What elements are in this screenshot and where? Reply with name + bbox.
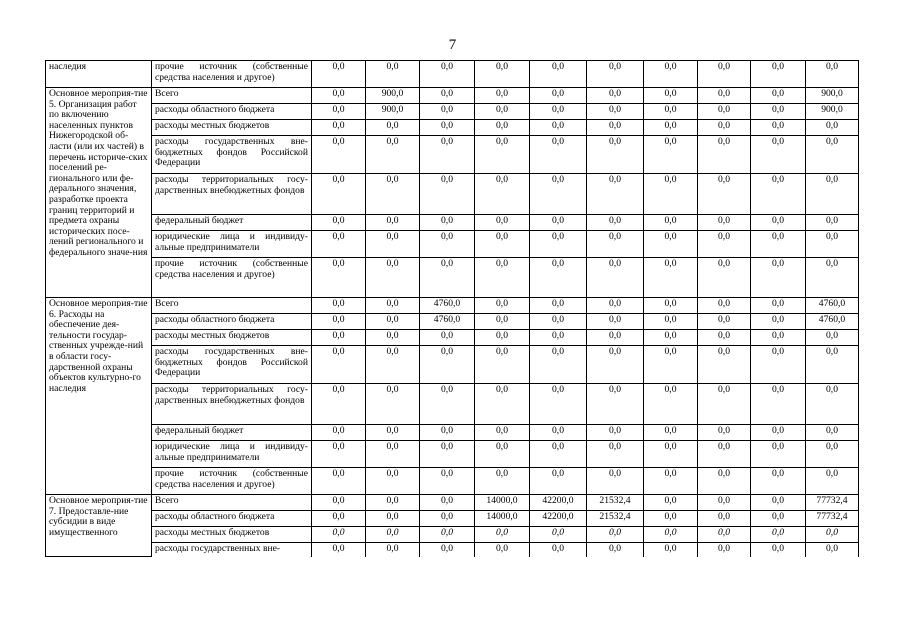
value-cell: 0,0	[587, 330, 644, 346]
value-cell: 0,0	[806, 231, 859, 258]
table-row	[46, 384, 859, 425]
page-number: 7	[448, 37, 457, 53]
value-cell: 0,0	[475, 330, 530, 346]
value-cell: 4760,0	[806, 298, 859, 314]
value-cell: 0,0	[475, 61, 530, 88]
value-cell: 0,0	[644, 441, 698, 468]
value-cell: 0,0	[530, 384, 587, 425]
value-cell: 0,0	[806, 441, 859, 468]
value-cell: 0,0	[751, 120, 806, 136]
value-cell: 0,0	[751, 174, 806, 215]
value-cell: 0,0	[530, 527, 587, 543]
value-cell: 0,0	[587, 441, 644, 468]
value-cell: 0,0	[420, 231, 475, 258]
value-cell: 0,0	[530, 61, 587, 88]
value-cell: 0,0	[366, 61, 420, 88]
value-cell: 0,0	[475, 88, 530, 104]
funding-source-cell: прочие источник (собственные средства населения и другое)	[152, 61, 312, 88]
measure-name-cell: наследия	[46, 61, 152, 88]
value-cell: 0,0	[420, 120, 475, 136]
value-cell: 900,0	[366, 104, 420, 120]
value-cell: 0,0	[698, 258, 751, 298]
value-cell: 0,0	[530, 425, 587, 441]
table-row	[46, 174, 859, 215]
value-cell: 0,0	[366, 136, 420, 174]
value-cell: 0,0	[644, 88, 698, 104]
value-cell: 0,0	[698, 136, 751, 174]
value-cell: 0,0	[587, 215, 644, 231]
value-cell: 0,0	[312, 425, 366, 441]
value-cell: 0,0	[420, 330, 475, 346]
value-cell: 0,0	[530, 258, 587, 298]
value-cell: 0,0	[751, 527, 806, 543]
value-cell: 0,0	[644, 384, 698, 425]
table-row	[46, 441, 859, 468]
table-row	[46, 120, 859, 136]
value-cell: 0,0	[475, 543, 530, 557]
value-cell: 0,0	[644, 314, 698, 330]
value-cell: 0,0	[587, 314, 644, 330]
value-cell: 0,0	[312, 215, 366, 231]
value-cell: 0,0	[420, 61, 475, 88]
value-cell: 0,0	[644, 468, 698, 495]
value-cell: 0,0	[587, 425, 644, 441]
value-cell: 0,0	[366, 384, 420, 425]
value-cell: 0,0	[366, 314, 420, 330]
value-cell: 0,0	[530, 441, 587, 468]
value-cell: 0,0	[644, 511, 698, 527]
value-cell: 0,0	[751, 258, 806, 298]
table-row	[46, 298, 859, 314]
value-cell: 0,0	[312, 346, 366, 384]
value-cell: 0,0	[366, 511, 420, 527]
table-row	[46, 425, 859, 441]
table-row	[46, 543, 859, 557]
value-cell: 0,0	[698, 543, 751, 557]
funding-source-cell: расходы государственных вне-бюджетных фондов Российской Федерации	[152, 136, 312, 174]
value-cell: 900,0	[366, 88, 420, 104]
table-row	[46, 495, 859, 511]
value-cell: 14000,0	[475, 511, 530, 527]
value-cell: 0,0	[644, 258, 698, 298]
table-row	[46, 511, 859, 527]
value-cell: 0,0	[366, 425, 420, 441]
value-cell: 0,0	[312, 104, 366, 120]
value-cell: 0,0	[475, 174, 530, 215]
value-cell: 0,0	[530, 346, 587, 384]
value-cell: 0,0	[420, 543, 475, 557]
value-cell: 0,0	[644, 61, 698, 88]
value-cell: 0,0	[475, 104, 530, 120]
value-cell: 0,0	[420, 441, 475, 468]
value-cell: 0,0	[644, 215, 698, 231]
funding-table	[45, 60, 859, 557]
value-cell: 0,0	[587, 136, 644, 174]
funding-source-cell: прочие источник (собственные средства населения и другое)	[152, 258, 312, 298]
value-cell: 0,0	[751, 61, 806, 88]
funding-source-cell: расходы областного бюджета	[152, 104, 312, 120]
value-cell: 0,0	[312, 61, 366, 88]
value-cell: 0,0	[698, 346, 751, 384]
value-cell: 0,0	[366, 231, 420, 258]
value-cell: 0,0	[698, 384, 751, 425]
value-cell: 0,0	[644, 174, 698, 215]
value-cell: 0,0	[751, 543, 806, 557]
value-cell: 0,0	[312, 298, 366, 314]
value-cell: 0,0	[644, 231, 698, 258]
value-cell: 0,0	[420, 384, 475, 425]
value-cell: 0,0	[312, 441, 366, 468]
value-cell: 0,0	[312, 174, 366, 215]
value-cell: 0,0	[587, 258, 644, 298]
value-cell: 0,0	[312, 330, 366, 346]
funding-source-cell: расходы местных бюджетов	[152, 527, 312, 543]
value-cell: 0,0	[751, 425, 806, 441]
measure-name-cell: Основное мероприя-тие 5. Организация работ по включению населенных пунктов Нижегородской об-ласти (или их частей) в перечень историче-ских поселений ре-гионального или фе-дерального значения, разработке проекта границ территорий и предмета охраны исторических посе-лений регионального и федерального значе-ния	[46, 88, 152, 298]
value-cell: 0,0	[751, 441, 806, 468]
value-cell: 0,0	[420, 346, 475, 384]
value-cell: 21532,4	[587, 511, 644, 527]
funding-source-cell: расходы областного бюджета	[152, 314, 312, 330]
measure-name-cell: Основное мероприя-тие 6. Расходы на обеспечение дея-тельности государ-ственных учрежде-ний в области госу-дарственной охраны объектов культурно-го наследия	[46, 298, 152, 495]
funding-source-cell: расходы местных бюджетов	[152, 330, 312, 346]
value-cell: 0,0	[366, 330, 420, 346]
value-cell: 0,0	[312, 231, 366, 258]
value-cell: 0,0	[366, 120, 420, 136]
value-cell: 0,0	[698, 215, 751, 231]
table-row	[46, 527, 859, 543]
value-cell: 0,0	[751, 88, 806, 104]
funding-source-cell: юридические лица и индивиду-альные предприниматели	[152, 441, 312, 468]
value-cell: 0,0	[312, 543, 366, 557]
table-row	[46, 61, 859, 88]
value-cell: 0,0	[644, 495, 698, 511]
value-cell: 0,0	[366, 441, 420, 468]
value-cell: 0,0	[751, 231, 806, 258]
value-cell: 0,0	[806, 543, 859, 557]
value-cell: 4760,0	[806, 314, 859, 330]
value-cell: 0,0	[312, 495, 366, 511]
value-cell: 0,0	[751, 346, 806, 384]
value-cell: 0,0	[698, 174, 751, 215]
value-cell: 0,0	[587, 104, 644, 120]
value-cell: 0,0	[312, 468, 366, 495]
value-cell: 0,0	[806, 468, 859, 495]
value-cell: 0,0	[420, 495, 475, 511]
value-cell: 0,0	[698, 441, 751, 468]
value-cell: 0,0	[587, 384, 644, 425]
value-cell: 0,0	[366, 543, 420, 557]
value-cell: 0,0	[475, 441, 530, 468]
value-cell: 0,0	[644, 298, 698, 314]
value-cell: 0,0	[698, 330, 751, 346]
value-cell: 0,0	[751, 330, 806, 346]
value-cell: 0,0	[698, 527, 751, 543]
value-cell: 0,0	[420, 136, 475, 174]
value-cell: 0,0	[644, 120, 698, 136]
value-cell: 0,0	[806, 120, 859, 136]
value-cell: 0,0	[530, 120, 587, 136]
value-cell: 0,0	[806, 136, 859, 174]
value-cell: 0,0	[420, 88, 475, 104]
funding-source-cell: Всего	[152, 88, 312, 104]
value-cell: 0,0	[420, 174, 475, 215]
value-cell: 0,0	[644, 136, 698, 174]
value-cell: 77732,4	[806, 511, 859, 527]
value-cell: 0,0	[312, 258, 366, 298]
measure-name-cell: Основное мероприя-тие 7. Предоставле-ние субсидии в виде имущественного	[46, 495, 152, 557]
value-cell: 0,0	[698, 104, 751, 120]
table-row	[46, 215, 859, 231]
value-cell: 0,0	[587, 527, 644, 543]
value-cell: 0,0	[420, 104, 475, 120]
value-cell: 42200,0	[530, 511, 587, 527]
value-cell: 0,0	[644, 543, 698, 557]
value-cell: 0,0	[806, 527, 859, 543]
value-cell: 0,0	[312, 527, 366, 543]
table-row	[46, 468, 859, 495]
funding-source-cell: расходы государственных вне-бюджетных фондов Российской Федерации	[152, 346, 312, 384]
value-cell: 0,0	[806, 425, 859, 441]
value-cell: 0,0	[751, 215, 806, 231]
value-cell: 0,0	[806, 215, 859, 231]
table-row	[46, 314, 859, 330]
table-row	[46, 136, 859, 174]
table-row	[46, 231, 859, 258]
value-cell: 0,0	[475, 298, 530, 314]
value-cell: 0,0	[806, 258, 859, 298]
funding-source-cell: федеральный бюджет	[152, 215, 312, 231]
value-cell: 0,0	[587, 61, 644, 88]
value-cell: 0,0	[420, 258, 475, 298]
table-row	[46, 258, 859, 298]
value-cell: 0,0	[698, 61, 751, 88]
value-cell: 0,0	[475, 346, 530, 384]
value-cell: 0,0	[366, 527, 420, 543]
value-cell: 0,0	[530, 215, 587, 231]
value-cell: 0,0	[530, 104, 587, 120]
value-cell: 0,0	[806, 346, 859, 384]
value-cell: 0,0	[475, 215, 530, 231]
value-cell: 14000,0	[475, 495, 530, 511]
value-cell: 0,0	[751, 298, 806, 314]
value-cell: 0,0	[698, 231, 751, 258]
value-cell: 0,0	[698, 511, 751, 527]
value-cell: 0,0	[366, 468, 420, 495]
value-cell: 0,0	[530, 174, 587, 215]
value-cell: 0,0	[751, 511, 806, 527]
value-cell: 0,0	[644, 330, 698, 346]
value-cell: 77732,4	[806, 495, 859, 511]
value-cell: 0,0	[366, 346, 420, 384]
value-cell: 0,0	[587, 120, 644, 136]
value-cell: 0,0	[475, 384, 530, 425]
value-cell: 0,0	[587, 88, 644, 104]
value-cell: 0,0	[587, 346, 644, 384]
value-cell: 0,0	[420, 215, 475, 231]
value-cell: 0,0	[530, 543, 587, 557]
table-row	[46, 330, 859, 346]
value-cell: 0,0	[420, 425, 475, 441]
value-cell: 0,0	[806, 61, 859, 88]
value-cell: 4760,0	[420, 314, 475, 330]
value-cell: 0,0	[312, 384, 366, 425]
value-cell: 0,0	[751, 314, 806, 330]
value-cell: 0,0	[644, 425, 698, 441]
value-cell: 0,0	[475, 120, 530, 136]
value-cell: 0,0	[751, 104, 806, 120]
value-cell: 0,0	[587, 298, 644, 314]
value-cell: 42200,0	[530, 495, 587, 511]
value-cell: 0,0	[587, 231, 644, 258]
value-cell: 0,0	[698, 314, 751, 330]
value-cell: 0,0	[366, 174, 420, 215]
value-cell: 900,0	[806, 88, 859, 104]
value-cell: 0,0	[312, 314, 366, 330]
funding-source-cell: расходы областного бюджета	[152, 511, 312, 527]
value-cell: 0,0	[644, 104, 698, 120]
value-cell: 0,0	[475, 468, 530, 495]
value-cell: 0,0	[806, 330, 859, 346]
funding-source-cell: федеральный бюджет	[152, 425, 312, 441]
value-cell: 0,0	[312, 511, 366, 527]
value-cell: 0,0	[698, 298, 751, 314]
funding-source-cell: расходы территориальных госу-дарственных внебюджетных фондов	[152, 384, 312, 425]
value-cell: 21532,4	[587, 495, 644, 511]
value-cell: 0,0	[530, 468, 587, 495]
value-cell: 0,0	[530, 136, 587, 174]
value-cell: 0,0	[475, 136, 530, 174]
value-cell: 0,0	[475, 258, 530, 298]
value-cell: 0,0	[366, 258, 420, 298]
value-cell: 0,0	[475, 314, 530, 330]
value-cell: 0,0	[644, 346, 698, 384]
value-cell: 0,0	[420, 527, 475, 543]
value-cell: 0,0	[366, 215, 420, 231]
value-cell: 0,0	[475, 527, 530, 543]
value-cell: 0,0	[751, 495, 806, 511]
value-cell: 0,0	[312, 136, 366, 174]
funding-source-cell: Всего	[152, 495, 312, 511]
value-cell: 900,0	[806, 104, 859, 120]
funding-source-cell: расходы местных бюджетов	[152, 120, 312, 136]
value-cell: 0,0	[366, 495, 420, 511]
value-cell: 0,0	[312, 88, 366, 104]
value-cell: 0,0	[698, 425, 751, 441]
value-cell: 0,0	[698, 495, 751, 511]
value-cell: 0,0	[644, 527, 698, 543]
value-cell: 0,0	[587, 174, 644, 215]
value-cell: 0,0	[806, 174, 859, 215]
value-cell: 0,0	[530, 314, 587, 330]
value-cell: 0,0	[587, 468, 644, 495]
value-cell: 0,0	[698, 468, 751, 495]
value-cell: 0,0	[530, 88, 587, 104]
value-cell: 0,0	[751, 468, 806, 495]
funding-source-cell: юридические лица и индивиду-альные предприниматели	[152, 231, 312, 258]
value-cell: 0,0	[751, 384, 806, 425]
funding-source-cell: прочие источник (собственные средства населения и другое)	[152, 468, 312, 495]
funding-source-cell: расходы территориальных госу-дарственных внебюджетных фондов	[152, 174, 312, 215]
value-cell: 0,0	[475, 425, 530, 441]
value-cell: 0,0	[587, 543, 644, 557]
value-cell: 0,0	[420, 511, 475, 527]
value-cell: 0,0	[366, 298, 420, 314]
table-row	[46, 104, 859, 120]
value-cell: 0,0	[806, 384, 859, 425]
value-cell: 0,0	[530, 330, 587, 346]
value-cell: 0,0	[420, 468, 475, 495]
value-cell: 0,0	[475, 231, 530, 258]
value-cell: 0,0	[530, 231, 587, 258]
value-cell: 0,0	[530, 298, 587, 314]
value-cell: 0,0	[312, 120, 366, 136]
value-cell: 4760,0	[420, 298, 475, 314]
funding-source-cell: Всего	[152, 298, 312, 314]
value-cell: 0,0	[698, 88, 751, 104]
funding-source-cell: расходы государственных вне-	[152, 543, 312, 557]
table-row	[46, 88, 859, 104]
table-row	[46, 346, 859, 384]
value-cell: 0,0	[698, 120, 751, 136]
value-cell: 0,0	[751, 136, 806, 174]
